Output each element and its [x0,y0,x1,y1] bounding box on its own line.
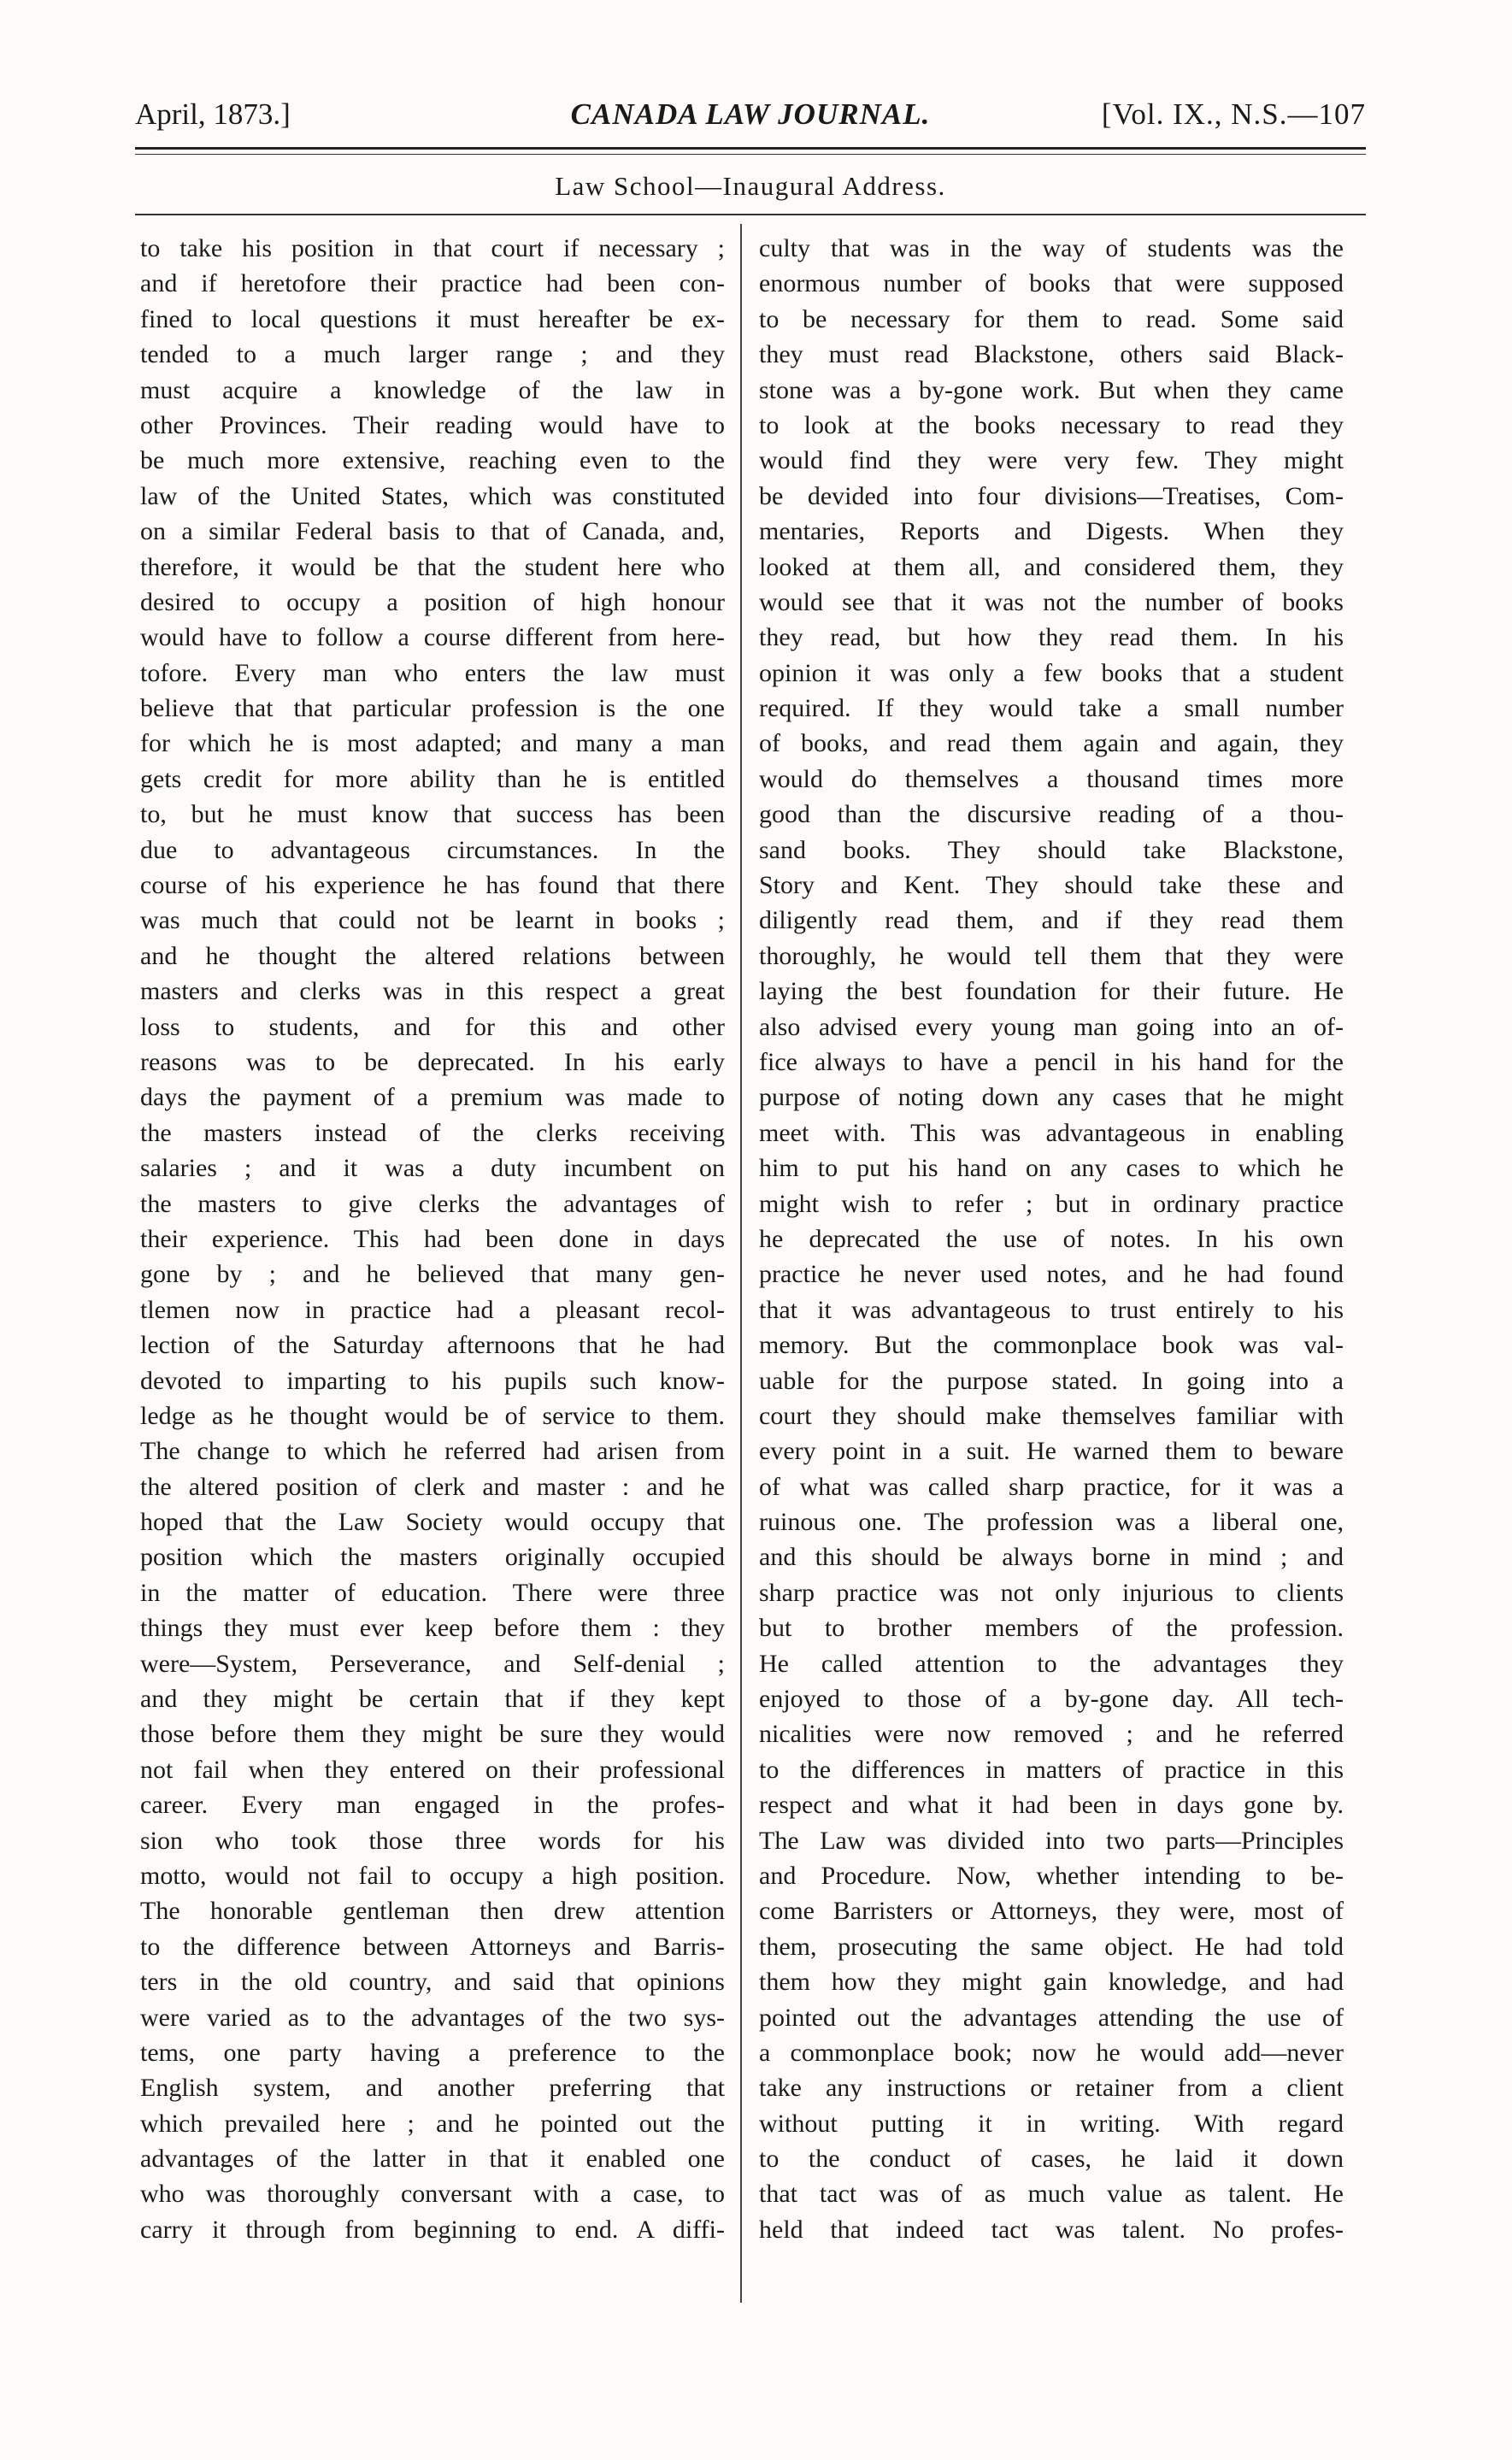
text-line: take any instructions or retainer from a client [759,2074,1344,2103]
text-line: mentaries, Reports and Digests. When they [759,517,1344,546]
text-line: and they might be certain that if they kept [140,1685,725,1714]
text-line: be much more extensive, reaching even to the [140,446,725,475]
text-line: to be necessary for them to read. Some said [759,304,1344,333]
text-line: required. If they would take a small number [759,694,1344,723]
text-line: would do themselves a thousand times more [759,764,1344,793]
text-line: culty that was in the way of students was the [759,234,1344,262]
text-line: he deprecated the use of notes. In his own [759,1224,1344,1253]
text-line: believe that that particular profession is the one [140,694,725,723]
text-line: days the payment of a premium was made to [140,1083,725,1112]
text-line: English system, and another preferring that [140,2074,725,2103]
text-line: diligently read them, and if they read them [759,906,1344,935]
text-line: opinion it was only a few books that a student [759,658,1344,687]
text-line: him to put his hand on any cases to which he [759,1154,1344,1183]
text-line: they must read Blackstone, others said Black- [759,340,1344,369]
text-line: sharp practice was not only injurious to clients [759,1578,1344,1607]
text-line: also advised every young man going into an of- [759,1012,1344,1041]
text-line: in the matter of education. There were three [140,1578,725,1607]
left-column [140,231,725,2247]
text-line: practice he never used notes, and he had found [759,1260,1344,1289]
text-line: career. Every man engaged in the profes- [140,1791,725,1820]
text-line: of what was called sharp practice, for it was a [759,1472,1344,1501]
text-line: therefore, it would be that the student here who [140,552,725,581]
text-line: good than the discursive reading of a thou- [759,800,1344,829]
text-line: was much that could not be learnt in books ; [140,906,725,935]
text-line: to the conduct of cases, he laid it down [759,2145,1344,2174]
text-line: were varied as to the advantages of the two sys- [140,2003,725,2032]
text-line: come Barristers or Attorneys, they were, most of [759,1897,1344,1926]
text-line: and this should be always borne in mind ; and [759,1543,1344,1572]
text-line: a commonplace book; now he would add—never [759,2038,1344,2067]
text-line: court they should make themselves familiar with [759,1401,1344,1430]
text-line: might wish to refer ; but in ordinary practice [759,1189,1344,1218]
text-line: to take his position in that court if necessary ; [140,234,725,262]
text-line: things they must ever keep before them : they [140,1614,725,1643]
text-line: would find they were very few. They might [759,446,1344,475]
text-line: to look at the books necessary to read they [759,410,1344,439]
text-line: were—System, Perseverance, and Self-denial ; [140,1649,725,1678]
text-line: uable for the purpose stated. In going into a [759,1366,1344,1395]
text-line: ruinous one. The profession was a liberal one, [759,1508,1344,1537]
text-line: enjoyed to those of a by-gone day. All tech- [759,1685,1344,1714]
text-line: tended to a much larger range ; and they [140,340,725,369]
header-date: April, 1873.] [135,97,291,131]
text-line: law of the United States, which was constituted [140,481,725,510]
text-line: be devided into four divisions—Treatises, Com- [759,481,1344,510]
text-line: the masters instead of the clerks receiving [140,1118,725,1147]
text-line: carry it through from beginning to end. A diffi- [140,2215,725,2244]
text-line: nicalities were now removed ; and he referred [759,1720,1344,1749]
text-line: looked at them all, and considered them, they [759,552,1344,581]
text-line: tlemen now in practice had a pleasant recol- [140,1295,725,1324]
text-line: fice always to have a pencil in his hand for the [759,1047,1344,1076]
text-line: gets credit for more ability than he is entitled [140,764,725,793]
text-line: enormous number of books that were supposed [759,269,1344,298]
text-line: purpose of noting down any cases that he might [759,1083,1344,1112]
text-line: lection of the Saturday afternoons that he had [140,1331,725,1360]
text-line: and Procedure. Now, whether intending to be- [759,1861,1344,1890]
header-rule-thin [135,154,1366,155]
text-line: gone by ; and he believed that many gen- [140,1260,725,1289]
text-line: on a similar Federal basis to that of Canada, and, [140,517,725,546]
text-line: advantages of the latter in that it enabled one [140,2145,725,2174]
text-line: without putting it in writing. With regard [759,2109,1344,2138]
header-rule-thick [135,147,1366,150]
running-title: Law School—Inaugural Address. [555,171,946,201]
text-line: and if heretofore their practice had been con- [140,269,725,298]
text-line: them, prosecuting the same object. He had told [759,1932,1344,1961]
text-line: tems, one party having a preference to the [140,2038,725,2067]
text-line: and he thought the altered relations between [140,941,725,970]
text-line: devoted to imparting to his pupils such know- [140,1366,725,1395]
text-line: would see that it was not the number of books [759,587,1344,616]
text-line: fined to local questions it must hereafter be ex- [140,304,725,333]
text-line: the altered position of clerk and master : and he [140,1472,725,1501]
text-line: course of his experience he has found that there [140,871,725,900]
text-line: not fail when they entered on their professional [140,1755,725,1784]
column-divider [740,224,742,2303]
text-line: who was thoroughly conversant with a case, to [140,2180,725,2209]
text-line: position which the masters originally occupied [140,1543,725,1572]
text-line: pointed out the advantages attending the use of [759,2003,1344,2032]
text-line: those before them they might be sure they would [140,1720,725,1749]
text-line: ledge as he thought would be of service to them. [140,1401,725,1430]
text-line: thoroughly, he would tell them that they were [759,941,1344,970]
text-line: motto, would not fail to occupy a high position. [140,1861,725,1890]
text-line: would have to follow a course different from here- [140,623,725,652]
text-line: sion who took those three words for his [140,1826,725,1855]
text-line: they read, but how they read them. In his [759,623,1344,652]
text-line: salaries ; and it was a duty incumbent on [140,1154,725,1183]
volume-page-number: [Vol. IX., N.S.—107 [1101,97,1366,131]
text-line: them how they might gain knowledge, and had [759,1968,1344,1997]
text-line: masters and clerks was in this respect a great [140,977,725,1006]
text-line: other Provinces. Their reading would have to [140,410,725,439]
text-line: to the differences in matters of practice in this [759,1755,1344,1784]
text-line: respect and what it had been in days gone by. [759,1791,1344,1820]
text-line: to the difference between Attorneys and Barris- [140,1932,725,1961]
text-line: but to brother members of the profession. [759,1614,1344,1643]
page-header [135,89,1366,140]
text-line: loss to students, and for this and other [140,1012,725,1041]
text-line: that it was advantageous to trust entirely to his [759,1295,1344,1324]
text-line: every point in a suit. He warned them to beware [759,1437,1344,1466]
text-line: He called attention to the advantages they [759,1649,1344,1678]
text-line: hoped that the Law Society would occupy that [140,1508,725,1537]
text-line: reasons was to be deprecated. In his early [140,1047,725,1076]
text-line: meet with. This was advantageous in enabling [759,1118,1344,1147]
text-line: their experience. This had been done in days [140,1224,725,1253]
text-line: memory. But the commonplace book was val- [759,1331,1344,1360]
text-line: for which he is most adapted; and many a man [140,729,725,758]
text-line: laying the best foundation for their future. He [759,977,1344,1006]
text-line: The honorable gentleman then drew attention [140,1897,725,1926]
text-line: must acquire a knowledge of the law in [140,375,725,404]
text-line: tofore. Every man who enters the law must [140,658,725,687]
text-line: stone was a by-gone work. But when they came [759,375,1344,404]
title-rule [135,214,1366,215]
text-line: held that indeed tact was talent. No profes- [759,2215,1344,2244]
text-line: which prevailed here ; and he pointed out the [140,2109,725,2138]
text-line: The change to which he referred had arisen from [140,1437,725,1466]
text-line: Story and Kent. They should take these and [759,871,1344,900]
text-line: sand books. They should take Blackstone, [759,835,1344,864]
text-line: to, but he must know that success has been [140,800,725,829]
text-line: The Law was divided into two parts—Principles [759,1826,1344,1855]
right-column [759,231,1344,2247]
text-line: due to advantageous circumstances. In the [140,835,725,864]
text-line: ters in the old country, and said that opinions [140,1968,725,1997]
text-line: of books, and read them again and again, they [759,729,1344,758]
text-line: desired to occupy a position of high honour [140,587,725,616]
text-line: the masters to give clerks the advantages of [140,1189,725,1218]
journal-title: CANADA LAW JOURNAL. [570,97,931,131]
text-line: that tact was of as much value as talent. He [759,2180,1344,2209]
